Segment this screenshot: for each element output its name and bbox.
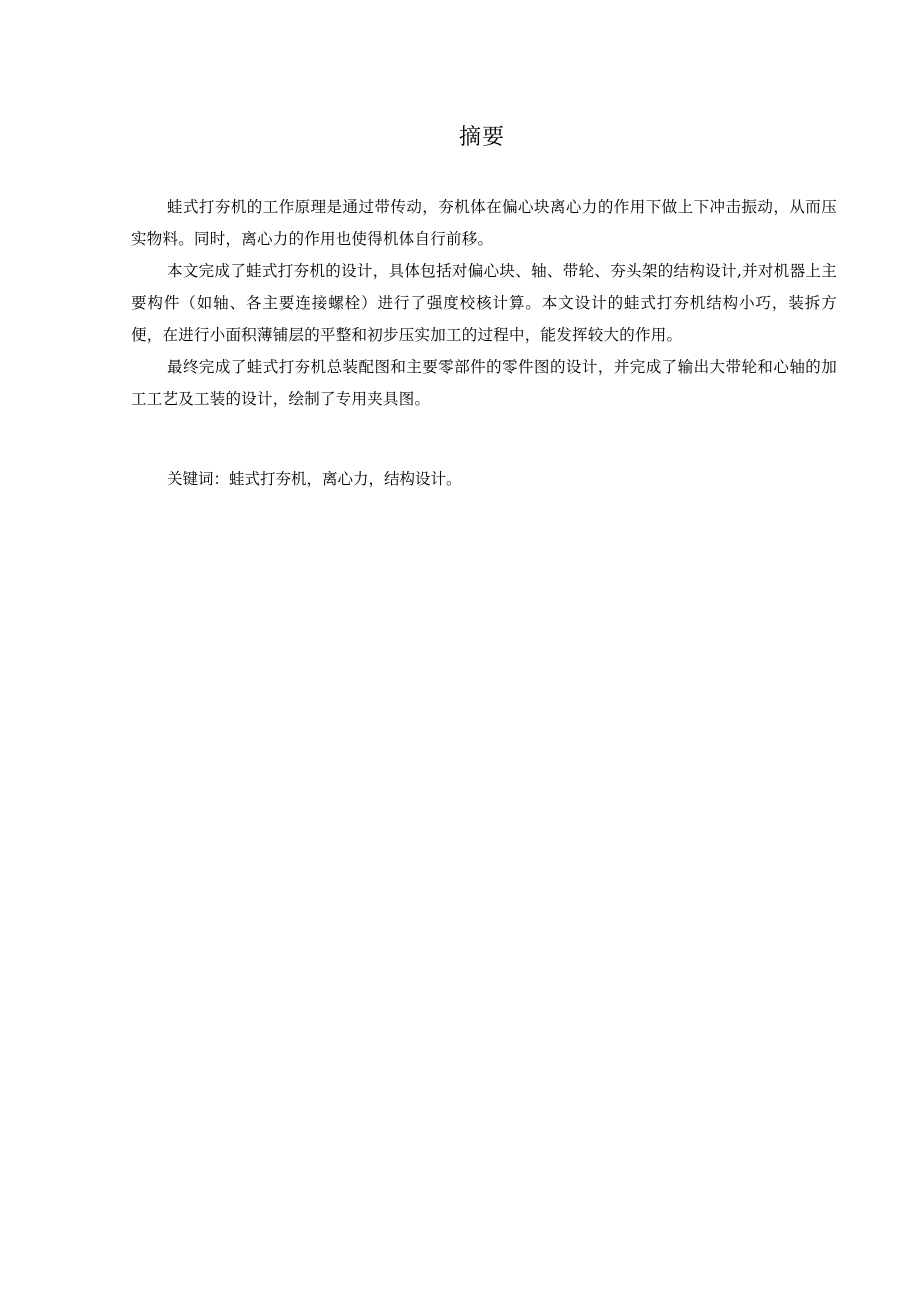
abstract-paragraph-2: 本文完成了蛙式打夯机的设计，具体包括对偏心块、轴、带轮、夯头架的结构设计,并对机器上主要构件（如轴、各主要连接螺栓）进行了强度校核计算。本文设计的蛙式打夯机结构小巧，装拆方便，在进行小面积薄铺层的平整和初步压实加工的过程中，能发挥较大的作用。 bbox=[131, 262, 837, 344]
abstract-title: 摘要 bbox=[458, 125, 505, 150]
abstract-paragraph-3: 最终完成了蛙式打夯机总装配图和主要零部件的零件图的设计，并完成了输出大带轮和心轴的加工工艺及工装的设计，绘制了专用夹具图。 bbox=[131, 358, 837, 408]
abstract-paragraph-1: 蛙式打夯机的工作原理是通过带传动，夯机体在偏心块离心力的作用下做上下冲击振动，从而压实物料。同时，离心力的作用也使得机体自行前移。 bbox=[131, 198, 837, 248]
keywords-line: 关键词：蛙式打夯机，离心力，结构设计。 bbox=[167, 470, 462, 488]
abstract-body bbox=[131, 191, 837, 415]
